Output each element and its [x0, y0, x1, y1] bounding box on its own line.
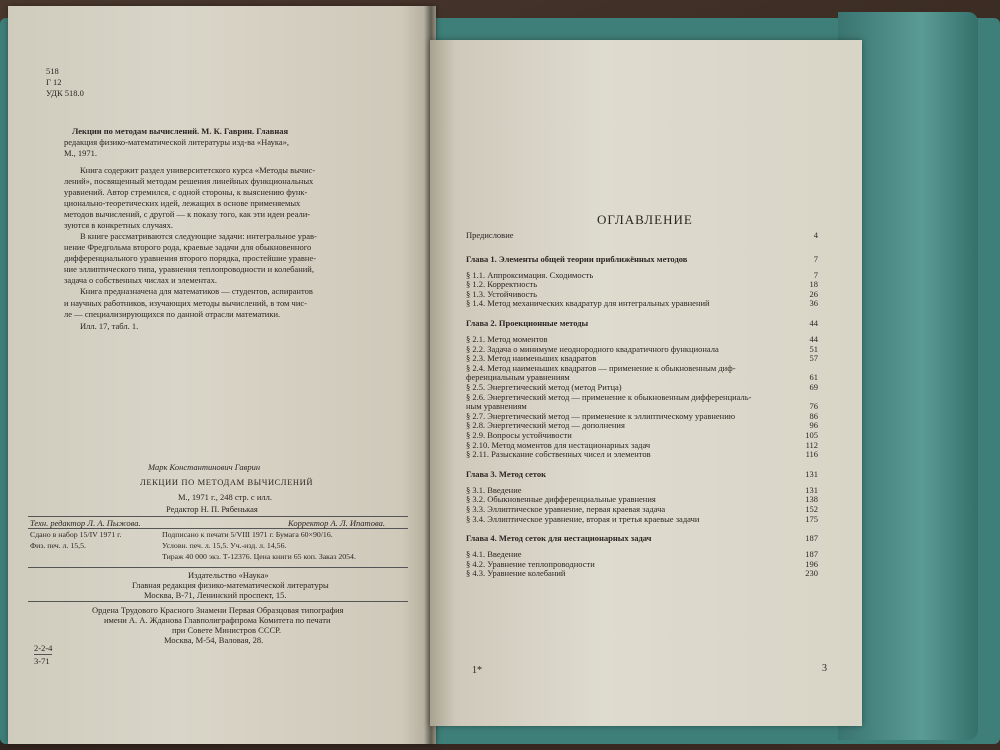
editor: Редактор Н. П. Рябенькая: [166, 504, 258, 514]
toc-entry: [466, 392, 818, 402]
toc-page: 175: [805, 513, 818, 524]
annotation-line: Илл. 17, табл. 1.: [80, 320, 139, 331]
toc-page: 152: [805, 504, 818, 514]
annotation-line: задача о собственных числах и элементах.: [64, 275, 218, 285]
toc-label: § 3.4. Эллиптическое уравнение, вторая и третья краевые задачи: [466, 513, 700, 524]
toc-label: § 2.4. Метод наименьших квадратов — применение к обыкновенным диф-: [466, 362, 736, 373]
toc-heading: ОГЛАВЛЕНИЕ: [597, 212, 693, 227]
book-title: ЛЕКЦИИ ПО МЕТОДАМ ВЫЧИСЛЕНИЙ: [140, 477, 314, 487]
toc-page: 138: [805, 494, 818, 505]
divider: [28, 567, 408, 568]
annotation-line: лений», посвященный методам решения линейных функциональных: [64, 176, 314, 186]
corner-code-rule: [34, 654, 52, 655]
toc-page: 96: [809, 420, 818, 431]
toc-entry: [466, 568, 818, 578]
toc-entry: [466, 430, 818, 440]
toc-page: 18: [809, 279, 818, 290]
toc-page: 196: [805, 558, 818, 569]
toc-entry: [466, 485, 818, 495]
toc-page: 51: [809, 343, 818, 354]
toc-label: ференциальным уравнениям: [466, 372, 570, 383]
toc-label: § 2.2. Задача о минимуме неоднородного квадратичного функционала: [466, 343, 719, 354]
toc-label: § 2.3. Метод наименьших квадратов: [466, 353, 597, 364]
toc-label: § 4.3. Уравнение колебаний: [466, 568, 566, 579]
toc-entry: [466, 279, 818, 289]
annotation-line: В книге рассматриваются следующие задачи: интегральное урав-: [80, 231, 317, 241]
colophon-cell: Физ. печ. л. 15,5.: [30, 541, 86, 550]
toc-entry: [466, 270, 818, 280]
publisher-address: Москва, В-71, Ленинский проспект, 15.: [144, 590, 287, 600]
printer-line: Ордена Трудового Красного Знамени Первая Образцовая типография: [92, 605, 344, 615]
toc-page: 112: [805, 439, 818, 450]
toc-chapter: [466, 254, 818, 264]
toc-label: § 2.8. Энергетический метод — дополнения: [466, 420, 625, 431]
pub-info: М., 1971 г., 248 стр. с илл.: [178, 492, 272, 502]
annotation-line: редакция физико-математической литературы изд-ва «Наука»,: [64, 137, 290, 147]
toc-label: Глава 2. Проекционные методы: [466, 318, 589, 328]
toc-label: Глава 4. Метод сеток для нестационарных задач: [466, 533, 652, 544]
toc-entry: [466, 353, 818, 363]
toc-chapter: [466, 533, 818, 543]
toc-entry: [466, 504, 818, 514]
toc-page: 76: [809, 401, 818, 412]
toc-page: 61: [809, 372, 818, 383]
toc-label: § 2.5. Энергетический метод (метод Ритца): [466, 382, 622, 392]
annotation-line: М., 1971.: [64, 148, 98, 158]
toc-label: § 3.1. Введение: [466, 484, 522, 495]
toc-entry: [466, 298, 818, 308]
corrector: Корректор А. Л. Ипатова.: [288, 518, 385, 528]
signature-mark: 1*: [472, 665, 482, 676]
tech-editor: Техн. редактор Л. А. Пыжова.: [30, 518, 141, 528]
annotation-line: ле — специализирующихся по данной отрасли математики.: [64, 309, 281, 319]
toc-entry: [466, 401, 818, 411]
toc-page: 4: [813, 230, 818, 240]
toc-label: § 2.10. Метод моментов для нестационарных задач: [466, 439, 651, 450]
toc-label: Предисловие: [466, 230, 514, 240]
toc-entry: [466, 411, 818, 421]
annotation-line: ние эллиптического типа, уравнения теплопроводности и колебаний,: [64, 264, 314, 274]
toc-label: § 2.9. Вопросы устойчивости: [466, 430, 572, 440]
toc-entry: [466, 372, 818, 382]
toc-page: 131: [805, 484, 818, 495]
toc-page: 57: [809, 353, 818, 364]
udc-code: УДК 518.0: [46, 88, 84, 98]
annotation-line: уравнений. Автор стремился, с одной стороны, к выяснению функ-: [64, 187, 308, 197]
printer-line: Москва, М-54, Валовая, 28.: [164, 635, 264, 645]
toc-entry: [466, 334, 818, 344]
colophon-cell: Подписано к печати 5/VIII 1971 г. Бумага 60×90/16.: [162, 530, 333, 539]
toc-entry: [466, 559, 818, 569]
annotation-line: дифференциального уравнения второго порядка, простейшие уравне-: [64, 253, 317, 263]
annotation-line: ционально-теоретических идей, лежащих в основе применяемых: [64, 198, 301, 208]
toc-entry: [466, 363, 818, 373]
colophon-cell: Условн. печ. л. 15,5. Уч.-изд. л. 14,56.: [162, 541, 287, 550]
toc-page: 44: [809, 334, 818, 344]
annotation-line: нение Фредгольма второго рода, краевые задачи для обыкновенного: [64, 242, 312, 252]
toc-page: 26: [809, 288, 818, 299]
toc-entry: [466, 440, 818, 450]
author-code: Г 12: [46, 77, 62, 87]
printer-line: имени А. А. Жданова Главполиграфпрома Комитета по печати: [104, 615, 331, 625]
publisher-name: Издательство «Наука»: [188, 570, 269, 580]
toc-page: 230: [805, 568, 818, 579]
toc-entry: [466, 549, 818, 559]
toc-label: § 2.7. Энергетический метод — применение к эллиптическому уравнению: [466, 410, 736, 421]
toc-page: 187: [805, 533, 818, 544]
toc-label: Глава 3. Метод сеток: [466, 468, 546, 479]
toc-entry: [466, 514, 818, 524]
toc-label: § 1.1. Аппроксимация. Сходимость: [466, 269, 594, 280]
toc-label: § 2.6. Энергетический метод — применение к обыкновенным дифференциаль-: [466, 391, 752, 402]
toc-chapter: [466, 318, 818, 328]
divider: [28, 601, 408, 602]
toc-page: 86: [809, 410, 818, 421]
toc-label: ным уравнениям: [466, 401, 527, 412]
toc-label: § 4.1. Введение: [466, 549, 522, 560]
page-number: 3: [822, 663, 827, 674]
toc-entry: [466, 230, 818, 240]
toc-page: 131: [805, 468, 818, 479]
toc-label: § 3.3. Эллиптическое уравнение, первая краевая задача: [466, 504, 666, 514]
toc-label: Глава 1. Элементы общей теории приближённых методов: [466, 253, 688, 264]
toc-entry: [466, 382, 818, 392]
toc-page: 187: [805, 549, 818, 560]
divider: [28, 516, 408, 517]
toc-entry: [466, 289, 818, 299]
toc-label: § 1.4. Метод механических квадратур для интегральных уравнений: [466, 298, 710, 309]
toc-page: 44: [809, 318, 818, 328]
toc-label: § 4.2. Уравнение теплопроводности: [466, 558, 595, 569]
annotation-line: Книга предназначена для математиков — студентов, аспирантов: [80, 286, 313, 296]
toc-page: 69: [809, 382, 818, 392]
toc-entry: [466, 494, 818, 504]
class-code: 518: [46, 66, 59, 76]
toc-page: 7: [813, 269, 818, 280]
corner-code-bottom: 3-71: [34, 656, 50, 666]
toc-label: § 1.2. Корректность: [466, 279, 538, 290]
toc-label: § 2.11. Разыскание собственных чисел и элементов: [466, 449, 651, 460]
toc-chapter: [466, 469, 818, 479]
corner-code-top: 2-2-4: [34, 643, 53, 653]
annotation-line: Книга содержит раздел университетского курса «Методы вычис-: [80, 165, 316, 175]
colophon-cell: Сдано в набор 15/IV 1971 г.: [30, 530, 122, 539]
toc-entry: [466, 344, 818, 354]
printer-line: при Совете Министров СССР.: [172, 625, 281, 635]
toc-page: 116: [805, 449, 818, 460]
toc-page: 105: [805, 430, 818, 440]
publisher-dept: Главная редакция физико-математической литературы: [132, 580, 329, 590]
divider: [28, 528, 408, 529]
annotation-line: методов вычислений, с другой — к показу того, как эти идеи реали-: [64, 209, 311, 219]
toc-label: § 2.1. Метод моментов: [466, 334, 548, 344]
toc-page: 36: [809, 298, 818, 309]
toc-entry: [466, 449, 818, 459]
toc-page: 7: [813, 253, 818, 264]
colophon-cell: Тираж 40 000 экз. Т-12376. Цена книги 65 коп. Заказ 2054.: [162, 552, 356, 561]
annotation-line: и научных работников, изучающих методы вычислений, в том чис-: [64, 297, 307, 308]
toc-label: § 3.2. Обыкновенные дифференциальные уравнения: [466, 494, 656, 505]
toc-entry: [466, 420, 818, 430]
annotation-line: зуются в конкретных случаях.: [64, 220, 174, 230]
toc-label: § 1.3. Устойчивость: [466, 288, 538, 299]
annotation-line: Лекции по методам вычислений. М. К. Гаврин. Главная: [72, 126, 289, 136]
author-name: Марк Константинович Гаврин: [148, 462, 261, 472]
